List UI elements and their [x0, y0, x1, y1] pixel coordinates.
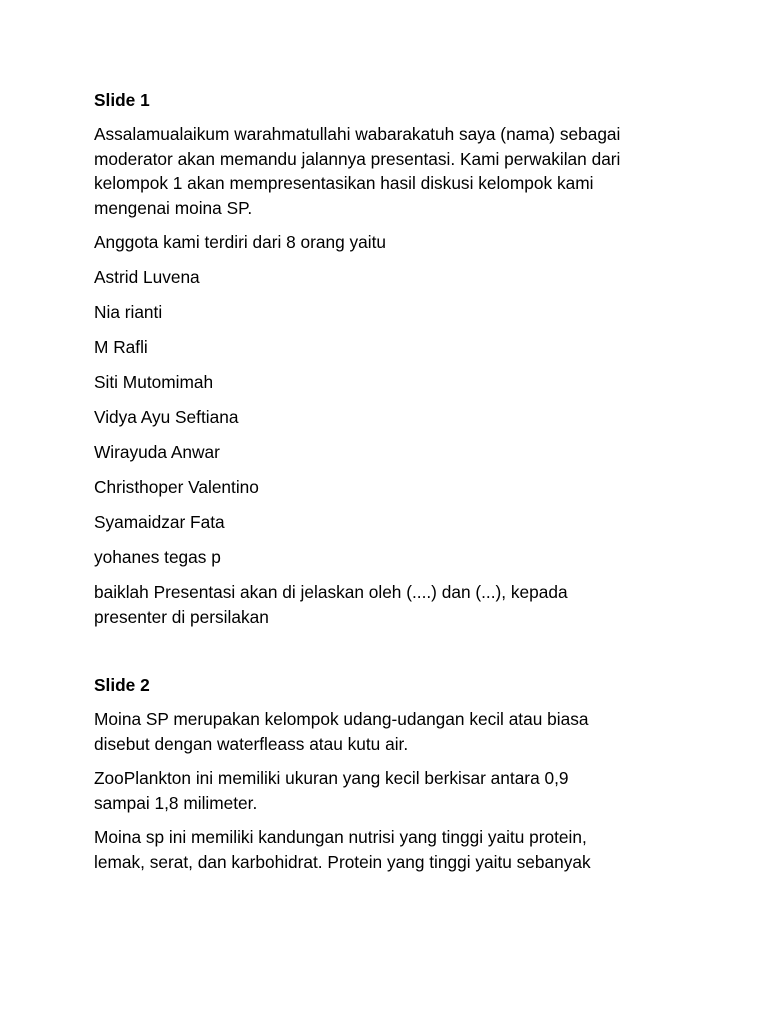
p2-line-2: sampai 1,8 milimeter.: [94, 792, 258, 813]
member-name: Wirayuda Anwar: [94, 442, 220, 462]
slide-2-paragraph-3: [94, 825, 694, 874]
closing-line-2: presenter di persilakan: [94, 606, 269, 627]
closing-line-1: baiklah Presentasi akan di jelaskan oleh (....) dan (...), kepada: [94, 582, 568, 602]
p1-line-1: Moina SP merupakan kelompok udang-udangan kecil atau biasa: [94, 709, 589, 729]
member-name: Syamaidzar Fata: [94, 512, 225, 532]
member-name: Christhoper Valentino: [94, 477, 259, 497]
slide-2-paragraph-1: [94, 707, 694, 756]
document-body: [94, 88, 694, 884]
opening-line-1: Assalamualaikum warahmatullahi wabarakatuh saya (nama) sebagai: [94, 124, 621, 144]
p3-line-2: lemak, serat, dan karbohidrat. Protein yang tinggi yaitu sebanyak: [94, 851, 591, 872]
opening-line-2: moderator akan memandu jalannya presentasi. Kami perwakilan dari: [94, 148, 621, 169]
p3-line-1: Moina sp ini memiliki kandungan nutrisi yang tinggi yaitu protein,: [94, 827, 587, 847]
p2-line-1: ZooPlankton ini memiliki ukuran yang kecil berkisar antara 0,9: [94, 768, 569, 788]
opening-line-4: mengenai moina SP.: [94, 197, 253, 218]
slide-1-heading: Slide 1: [94, 90, 150, 110]
slide-2-paragraph-2: [94, 766, 694, 815]
section-spacer: [94, 639, 694, 673]
member-name: Vidya Ayu Seftiana: [94, 407, 239, 427]
opening-line-3: kelompok 1 akan mempresentasikan hasil diskusi kelompok kami: [94, 173, 594, 193]
member-name: Siti Mutomimah: [94, 372, 214, 392]
slide-2-heading: Slide 2: [94, 675, 150, 695]
member-name: Astrid Luvena: [94, 267, 200, 287]
member-name: yohanes tegas p: [94, 547, 221, 567]
member-name: Nia rianti: [94, 302, 163, 322]
slide-1-closing-paragraph: [94, 580, 694, 629]
slide-1-opening-paragraph: [94, 122, 694, 220]
member-name: M Rafli: [94, 337, 148, 357]
p1-line-2: disebut dengan waterfleass atau kutu air.: [94, 733, 409, 754]
members-intro: Anggota kami terdiri dari 8 orang yaitu: [94, 232, 387, 252]
